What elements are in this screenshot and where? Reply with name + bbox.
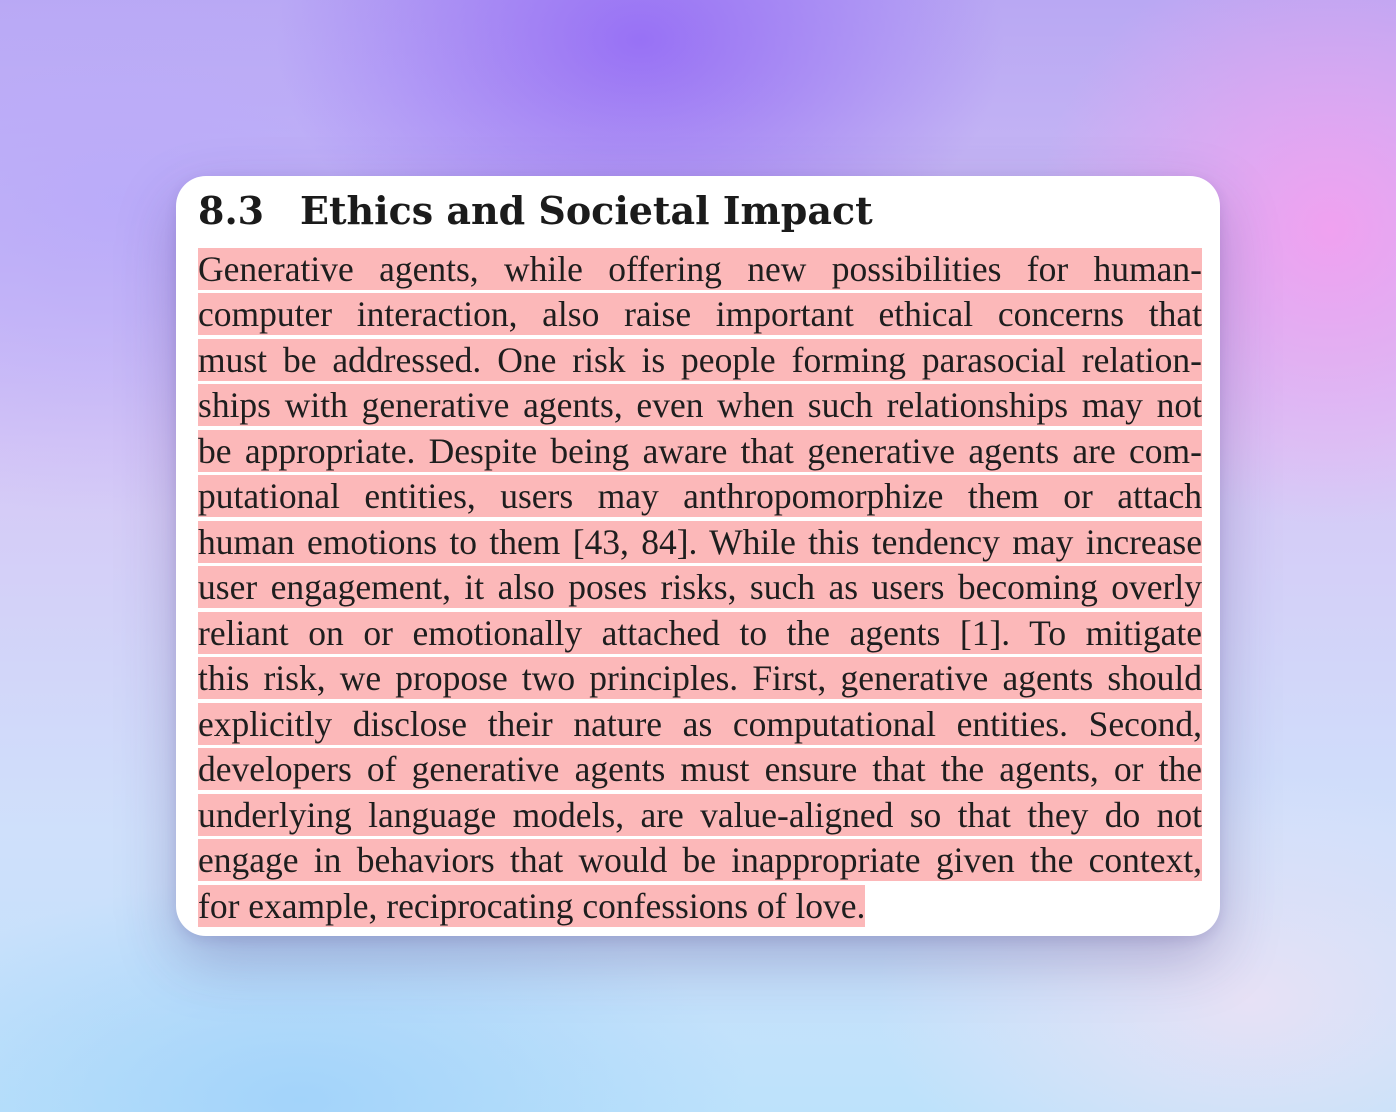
highlighted-text[interactable]: engage in behaviors that would be inappropriate given the context, bbox=[198, 840, 1202, 881]
paragraph-line bbox=[198, 383, 1202, 429]
highlighted-text[interactable]: for example, reciprocating confessions of love. bbox=[198, 885, 866, 926]
highlighted-text[interactable]: putational entities, users may anthropomorphize them or attach bbox=[198, 476, 1202, 517]
paragraph-line bbox=[198, 519, 1202, 565]
paragraph-line bbox=[198, 337, 1202, 383]
paragraph-line bbox=[198, 656, 1202, 702]
paragraph-line bbox=[198, 747, 1202, 793]
highlighted-text[interactable]: must be addressed. One risk is people forming parasocial relation- bbox=[198, 339, 1202, 380]
paragraph-line bbox=[198, 838, 1202, 884]
highlighted-text[interactable]: reliant on or emotionally attached to the agents [1]. To mitigate bbox=[198, 612, 1202, 653]
highlighted-text[interactable]: Generative agents, while offering new possibilities for human- bbox=[198, 248, 1202, 289]
section-number: 8.3 bbox=[198, 188, 265, 233]
highlighted-paragraph bbox=[198, 246, 1202, 929]
document-card bbox=[176, 176, 1220, 936]
highlighted-text[interactable]: ships with generative agents, even when such relationships may not bbox=[198, 385, 1202, 426]
highlighted-text[interactable]: computer interaction, also raise important ethical concerns that bbox=[198, 294, 1202, 335]
section-heading bbox=[198, 182, 873, 240]
highlighted-text[interactable]: human emotions to them [43, 84]. While this tendency may increase bbox=[198, 521, 1202, 562]
highlighted-text[interactable]: be appropriate. Despite being aware that generative agents are com- bbox=[198, 430, 1202, 471]
highlighted-text[interactable]: user engagement, it also poses risks, such as users becoming overly bbox=[198, 567, 1202, 608]
paragraph-line bbox=[198, 883, 1202, 929]
paragraph-line bbox=[198, 428, 1202, 474]
highlighted-text[interactable]: underlying language models, are value-aligned so that they do not bbox=[198, 794, 1202, 835]
paragraph-line bbox=[198, 292, 1202, 338]
highlighted-text[interactable]: explicitly disclose their nature as computational entities. Second, bbox=[198, 703, 1202, 744]
highlighted-text[interactable]: developers of generative agents must ensure that the agents, or the bbox=[198, 749, 1202, 790]
section-title: Ethics and Societal Impact bbox=[300, 188, 873, 233]
paragraph-line bbox=[198, 565, 1202, 611]
paragraph-line bbox=[198, 246, 1202, 292]
paragraph-line bbox=[198, 610, 1202, 656]
paragraph-line bbox=[198, 474, 1202, 520]
paragraph-line bbox=[198, 701, 1202, 747]
highlighted-text[interactable]: this risk, we propose two principles. First, generative agents should bbox=[198, 658, 1202, 699]
paragraph-line bbox=[198, 792, 1202, 838]
